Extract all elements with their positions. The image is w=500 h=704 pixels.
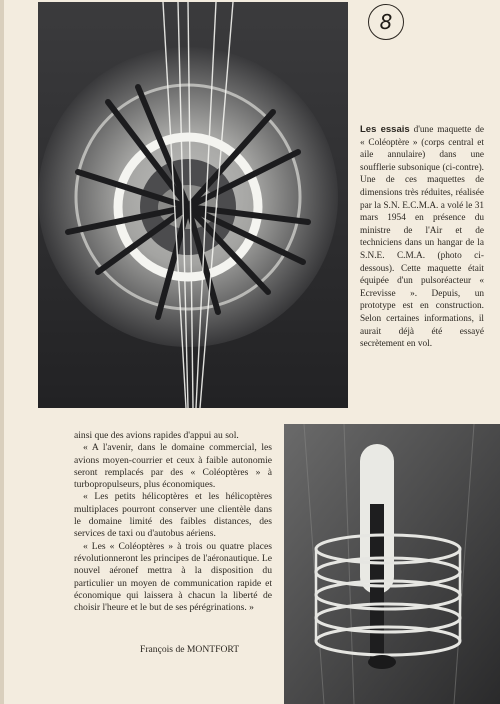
- article-paragraph: « A l'avenir, dans le domaine commercial, les avions moyen-courrier et ceux à faible autonomie seront remplacés par des « Coléoptères » à turbopropulseurs, plus économiques.: [74, 442, 272, 491]
- page-edge: [0, 0, 4, 704]
- caption-body: d'une maquette de « Coléoptère » (corps central et aile annulaire) dans une soufflerie subsonique (ci-contre). Une de ces maquettes de dimensions très réduites, réalisée par la S.N. E.C.M.A. a volé le 31 mars 1954 en présence du ministre de l'Air et de techniciens dans un hangar de la S.N.E. C.M.A. (photo ci-dessous). Cette maquette était équipée d'un pulsoréacteur « Ecrevisse ». Depuis, un prototype est en construction. Selon certaines informations, il aurait déjà été essayé secrètement en vol.: [360, 125, 484, 350]
- sidebar-caption: [360, 124, 484, 351]
- article-paragraph: « Les « Coléoptères » à trois ou quatre places révolutionneront les principes de l'aéronautique. Le nouvel aéronef mettra à la disposition du particulier un moyen de communication rapide et économique qui laissera à chacun la liberté de choisir l'heure et le but de ses pérégrinations. »: [74, 540, 272, 614]
- article-paragraph: « Les petits hélicoptères et les hélicoptères multiplaces pourront conserver une clientèle dans le domaine limité des faibles distances, des services de taxi ou d'autobus aériens.: [74, 491, 272, 540]
- author-signature: François de MONTFORT: [140, 644, 240, 655]
- article-paragraph: ainsi que des avions rapides d'appui au sol.: [74, 430, 239, 441]
- article-text: [74, 430, 272, 614]
- page-number: 8: [368, 4, 404, 40]
- coleoptere-model-photo: [284, 424, 500, 704]
- wind-tunnel-photo: [38, 2, 348, 408]
- caption-lead: Les essais: [360, 124, 410, 135]
